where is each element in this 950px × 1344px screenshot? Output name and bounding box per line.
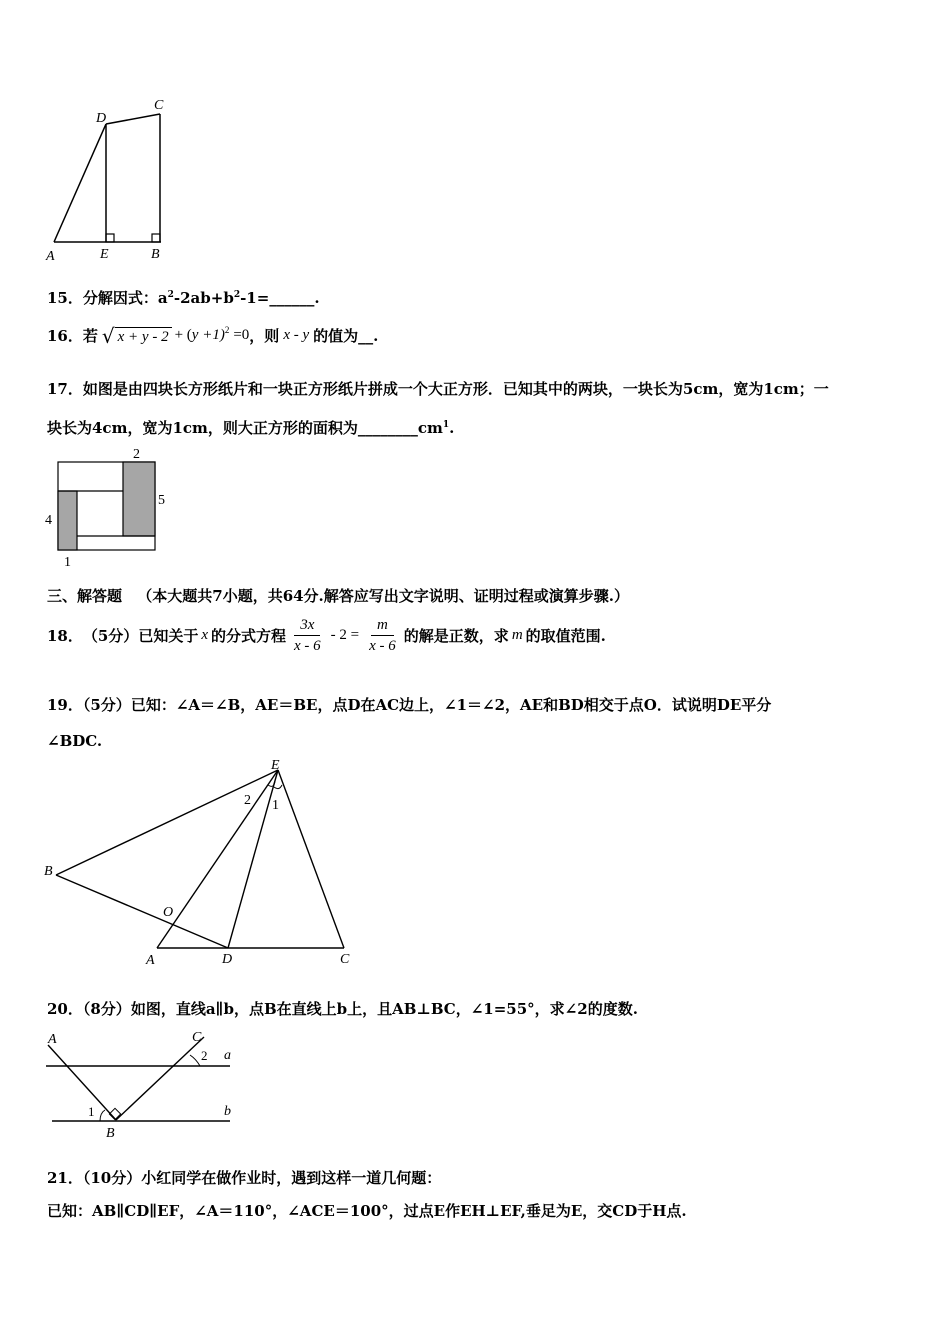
tri-label-2: 2 xyxy=(244,793,251,808)
q16-answer-blank[interactable]: __ xyxy=(358,326,374,345)
q15-text-mid: -2ab+b xyxy=(173,289,234,307)
lines-label-b: b xyxy=(224,1104,231,1119)
q17-line1: 如图是由四块长方形纸片和一块正方形纸片拼成一个大正方形．已知其中的两块，一块长为5cm，宽为1cm；一 xyxy=(82,380,829,398)
question-18 xyxy=(47,610,606,660)
q21-line1: 小红同学在做作业时，遇到这样一道几何题： xyxy=(141,1169,442,1187)
question-16 xyxy=(47,325,378,346)
q19-number: 19． xyxy=(47,696,83,714)
question-20 xyxy=(47,998,638,1019)
q18-fraction-1 xyxy=(288,615,327,656)
q18-number: 18． xyxy=(47,626,83,645)
q16-y1: y +1) xyxy=(191,327,225,343)
q16-post: 的值为 xyxy=(313,327,359,345)
q18-minus2: - 2 = xyxy=(330,626,360,643)
q18-var-m: m xyxy=(511,626,523,643)
q15-sup1: 2 xyxy=(167,290,174,300)
label-B: B xyxy=(151,247,160,262)
q17-end: . xyxy=(449,419,455,437)
section-3-header xyxy=(47,585,629,606)
question-17-line2 xyxy=(47,417,454,438)
lines-label-1: 1 xyxy=(88,1104,95,1119)
question-19-line1 xyxy=(47,694,771,715)
q18-score: （5分） xyxy=(82,626,139,645)
lines-label-A: A xyxy=(48,1032,57,1047)
q21-score: （10分） xyxy=(82,1169,142,1187)
q18-frac2-num: m xyxy=(371,615,394,636)
q18-fraction-2 xyxy=(363,615,402,656)
label-D: D xyxy=(96,111,107,126)
q18-frac1-den: x - 6 xyxy=(294,637,321,654)
q16-radicand: x + y - 2 xyxy=(115,327,172,346)
question-15 xyxy=(47,287,320,308)
q18-end: 的取值范围. xyxy=(525,626,606,645)
q16-eq: =0 xyxy=(233,327,250,343)
lines-label-C: C xyxy=(192,1030,202,1045)
lines-label-a: a xyxy=(224,1048,231,1063)
tri-label-O: O xyxy=(163,905,174,920)
q21-number: 21． xyxy=(47,1169,83,1187)
q20-text: 如图，直线a∥b，点B在直线上b上，且AB⊥BC，∠1=55°，求∠2的度数. xyxy=(130,1000,638,1018)
q16-plus: + ( xyxy=(174,327,192,343)
q17-answer-blank[interactable]: ________ xyxy=(357,419,418,437)
q16-pre: 若 xyxy=(82,327,98,345)
section-3-desc: （本大题共7小题，共64分.解答应写出文字说明、证明过程或演算步骤.） xyxy=(137,587,630,605)
lines-label-B: B xyxy=(106,1126,115,1141)
label-A: A xyxy=(46,249,55,264)
lines-label-2: 2 xyxy=(201,1048,208,1063)
figure-parallel-lines xyxy=(38,1025,248,1145)
q20-number: 20． xyxy=(47,1000,83,1018)
q17-line2: 块长为4cm，宽为1cm，则大正方形的面积为 xyxy=(47,419,358,437)
q19-line2: ∠BDC. xyxy=(47,732,103,750)
q16-number: 16． xyxy=(47,327,83,345)
q17-sup: 1 xyxy=(442,420,450,430)
q18-post: 的解是正数，求 xyxy=(403,626,509,645)
tri-label-1: 1 xyxy=(272,798,279,813)
square-label-1: 1 xyxy=(64,555,71,570)
q19-score: （5分） xyxy=(82,696,131,714)
section-3-title: 三、解答题 xyxy=(47,587,123,605)
tri-label-A: A xyxy=(146,953,155,968)
q15-text-pre: 分解因式：a xyxy=(82,289,168,307)
tri-label-E: E xyxy=(271,758,280,773)
q21-line2: 已知：AB∥CD∥EF，∠A＝110°，∠ACE＝100°，过点E作EH⊥EF,垂足为E，交CD于H点. xyxy=(47,1202,687,1220)
label-C: C xyxy=(154,98,164,113)
tri-label-C: C xyxy=(340,952,350,967)
q15-number: 15． xyxy=(47,289,83,307)
q18-mid: 的分式方程 xyxy=(211,626,287,645)
q15-sup2: 2 xyxy=(233,290,241,300)
q15-end: . xyxy=(314,289,320,307)
q15-text-post: -1= xyxy=(240,289,270,307)
tri-label-B: B xyxy=(44,864,53,879)
question-21-line2 xyxy=(47,1200,687,1221)
q16-sqrt: √ x + y - 2 xyxy=(102,326,172,346)
q16-xy: x - y xyxy=(283,327,310,343)
figure-triangle xyxy=(38,755,368,970)
q18-pre: 已知关于 xyxy=(138,626,199,645)
label-E: E xyxy=(100,247,109,262)
question-17-line1 xyxy=(47,378,829,399)
q17-number: 17． xyxy=(47,380,83,398)
q18-frac2-den: x - 6 xyxy=(369,637,396,654)
q20-score: （8分） xyxy=(82,1000,131,1018)
q19-line1: 已知：∠A＝∠B，AE＝BE，点D在AC边上，∠1＝∠2，AE和BD相交于点O．试说明DE平分 xyxy=(130,696,772,714)
q18-frac1-num: 3x xyxy=(294,615,320,636)
square-label-2: 2 xyxy=(133,447,140,462)
q16-then: ，则 xyxy=(249,327,280,345)
q16-end: . xyxy=(373,326,379,345)
square-label-5: 5 xyxy=(158,493,165,508)
tri-label-D: D xyxy=(222,952,233,967)
q17-unit: cm xyxy=(417,419,443,437)
figure-square xyxy=(40,442,175,572)
q16-sq: 2 xyxy=(224,325,230,335)
square-label-4: 4 xyxy=(45,513,52,528)
q18-var-x: x xyxy=(201,626,208,643)
question-19-line2 xyxy=(47,732,102,750)
q15-answer-blank[interactable]: ______ xyxy=(269,289,315,307)
figure-quadrilateral xyxy=(38,92,178,267)
question-21-line1 xyxy=(47,1167,441,1188)
